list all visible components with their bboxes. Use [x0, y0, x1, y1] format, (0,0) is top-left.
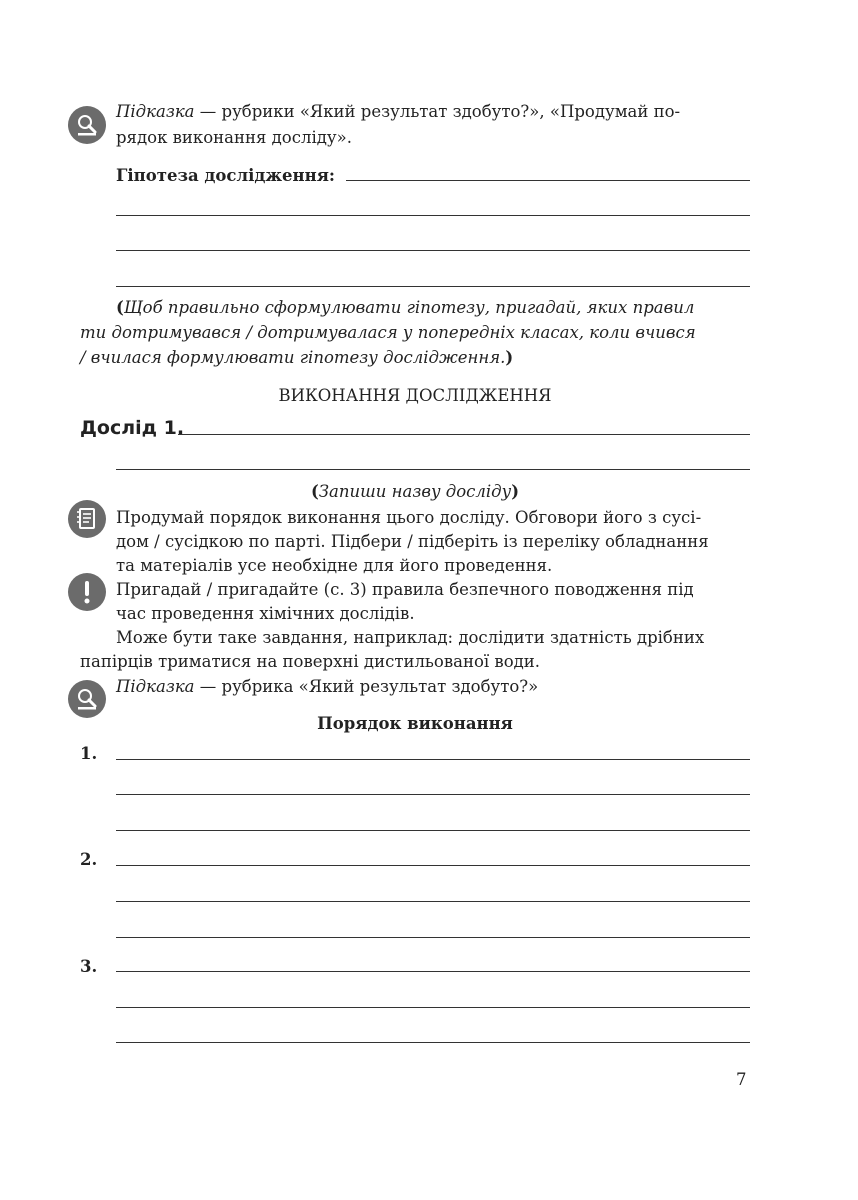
caption-open-paren: ( [310, 482, 319, 501]
step-number-3: 3. [80, 957, 98, 976]
note-close-paren: ) [505, 348, 514, 367]
hint-2-line [116, 675, 538, 699]
safety-line-1: Пригадай / пригадайте (с. 3) правила безпечного поводження під [116, 580, 694, 599]
hypothesis-note-line-3 [80, 346, 513, 370]
hint-label: Підказка [116, 102, 195, 121]
example-line-1: Може бути таке завдання, наприклад: дослідити здатність дрібних [116, 628, 705, 647]
procedure-heading: Порядок виконання [317, 714, 513, 733]
safety-line-2: час проведення хімічних дослідів. [116, 604, 415, 623]
hypothesis-note-line-1 [116, 296, 694, 320]
note-open-paren: ( [116, 298, 124, 317]
hint-line-1 [116, 100, 680, 124]
instructions-line-3: та матеріалів усе необхідне для його проведення. [116, 556, 553, 575]
step-2-line-1[interactable] [116, 865, 750, 866]
hint-line-2: рядок виконання досліду». [116, 128, 352, 147]
hypothesis-line-3[interactable] [116, 250, 750, 251]
step-1-line-1[interactable] [116, 759, 750, 760]
hypothesis-line-1[interactable] [346, 180, 750, 181]
page-number: 7 [736, 1070, 747, 1089]
experiment-label: Дослід 1. [80, 417, 185, 439]
experiment-caption [80, 480, 750, 504]
step-2-line-3[interactable] [116, 937, 750, 938]
exclamation-icon [68, 573, 106, 611]
notebook-icon [68, 500, 106, 538]
step-1-line-2[interactable] [116, 794, 750, 795]
hypothesis-line-2[interactable] [116, 215, 750, 216]
hint-2-text: — рубрика «Який результат здобуто?» [194, 677, 539, 696]
hypothesis-line-4[interactable] [116, 286, 750, 287]
step-2-line-2[interactable] [116, 901, 750, 902]
experiment-name-line-1[interactable] [178, 434, 750, 435]
example-line-2: папірців триматися на поверхні дистильованої води. [80, 652, 541, 671]
note-text-1: Щоб правильно сформулювати гіпотезу, пригадай, яких правил [123, 298, 695, 317]
note-text-3: / вчилася формулювати гіпотезу дослідження. [80, 348, 506, 367]
hypothesis-note-line-2: ти дотримувався / дотримувалася у попередніх класах, коли вчився [80, 323, 696, 342]
experiment-name-line-2[interactable] [116, 469, 750, 470]
step-3-line-3[interactable] [116, 1042, 750, 1043]
caption-text: Запиши назву досліду [318, 482, 512, 501]
step-1-line-3[interactable] [116, 830, 750, 831]
step-number-2: 2. [80, 850, 98, 869]
hint-magnifier-icon [68, 106, 106, 144]
hint-text: — рубрики «Який результат здобуто?», «Продумай по- [194, 102, 681, 121]
instructions-line-1: Продумай порядок виконання цього досліду. Обговори його з сусі- [116, 508, 702, 527]
step-3-line-1[interactable] [116, 971, 750, 972]
hypothesis-label: Гіпотеза дослідження: [116, 166, 335, 185]
step-number-1: 1. [80, 744, 98, 763]
section-heading: ВИКОНАННЯ ДОСЛІДЖЕННЯ [278, 386, 552, 405]
instructions-line-2: дом / сусідкою по парті. Підбери / підберіть із переліку обладнання [116, 532, 709, 551]
step-3-line-2[interactable] [116, 1007, 750, 1008]
caption-close-paren: ) [511, 482, 520, 501]
hint-2-label: Підказка [116, 677, 195, 696]
